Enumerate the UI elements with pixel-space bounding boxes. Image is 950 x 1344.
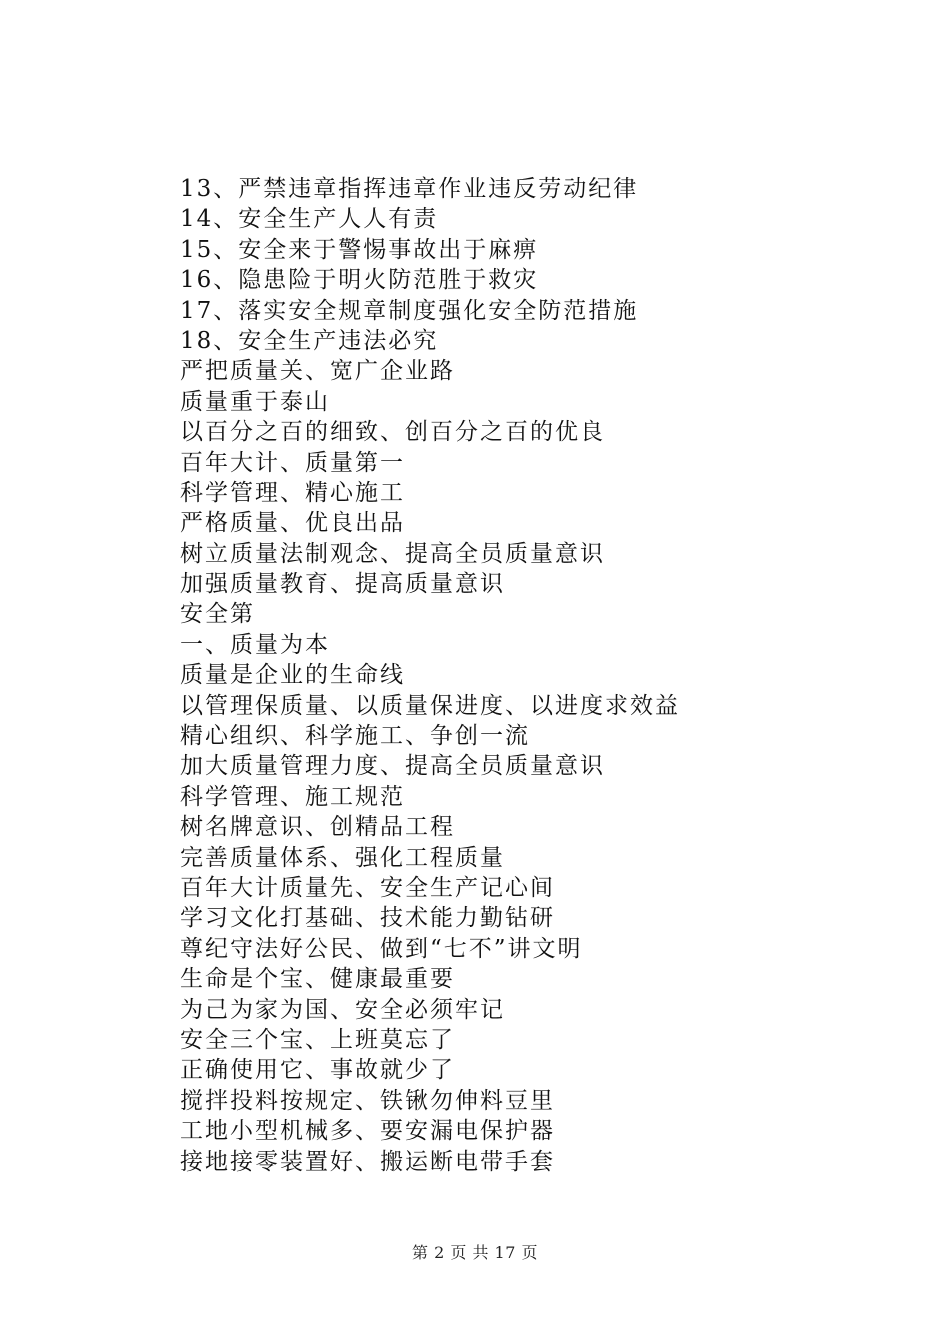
text-line: 严格质量、优良出品: [180, 510, 405, 537]
text-line: 接地接零装置好、搬运断电带手套: [180, 1148, 555, 1175]
text-line: 14、安全生产人人有责: [180, 206, 439, 233]
text-line: 质量是企业的生命线: [180, 662, 405, 689]
text-line: 尊纪守法好公民、做到“七不”讲文明: [180, 935, 583, 962]
text-line: 为己为家为国、安全必须牢记: [180, 996, 505, 1023]
text-line: 正确使用它、事故就少了: [180, 1057, 455, 1084]
text-line: 18、安全生产违法必究: [180, 327, 439, 354]
text-line: 一、质量为本: [180, 631, 330, 658]
text-line: 13、严禁违章指挥违章作业违反劳动纪律: [180, 176, 639, 202]
text-line: 17、落实安全规章制度强化安全防范措施: [180, 297, 639, 324]
text-line: 生命是个宝、健康最重要: [180, 966, 455, 993]
text-line: 学习文化打基础、技术能力勤钻研: [180, 905, 555, 932]
text-line: 完善质量体系、强化工程质量: [180, 844, 505, 871]
text-line: 树名牌意识、创精品工程: [180, 814, 455, 841]
text-line: 质量重于泰山: [180, 388, 330, 415]
text-line: 百年大计、质量第一: [180, 449, 405, 476]
text-line: 加强质量教育、提高质量意识: [180, 571, 505, 598]
text-line: 科学管理、精心施工: [180, 479, 405, 506]
text-line: 精心组织、科学施工、争创一流: [180, 723, 530, 750]
text-line: 安全三个宝、上班莫忘了: [180, 1026, 455, 1053]
text-line: 15、安全来于警惕事故出于麻痹: [180, 236, 539, 263]
text-line: 以管理保质量、以质量保进度、以进度求效益: [180, 692, 680, 719]
text-line: 工地小型机械多、要安漏电保护器: [180, 1118, 555, 1145]
text-line: 搅拌投料按规定、铁锹勿伸料豆里: [180, 1087, 555, 1114]
text-line: 16、隐患险于明火防范胜于救灾: [180, 267, 539, 294]
text-line: 安全第: [180, 601, 255, 628]
text-line: 树立质量法制观念、提高全员质量意识: [180, 540, 605, 567]
text-line: 以百分之百的细致、创百分之百的优良: [180, 419, 605, 446]
page-footer: 第 2 页 共 17 页: [412, 1243, 538, 1262]
text-line: 百年大计质量先、安全生产记心间: [180, 874, 555, 901]
text-line: 加大质量管理力度、提高全员质量意识: [180, 753, 605, 780]
text-line: 科学管理、施工规范: [180, 783, 405, 810]
slogan-list: [180, 174, 880, 1177]
text-line: 严把质量关、宽广企业路: [180, 358, 455, 385]
